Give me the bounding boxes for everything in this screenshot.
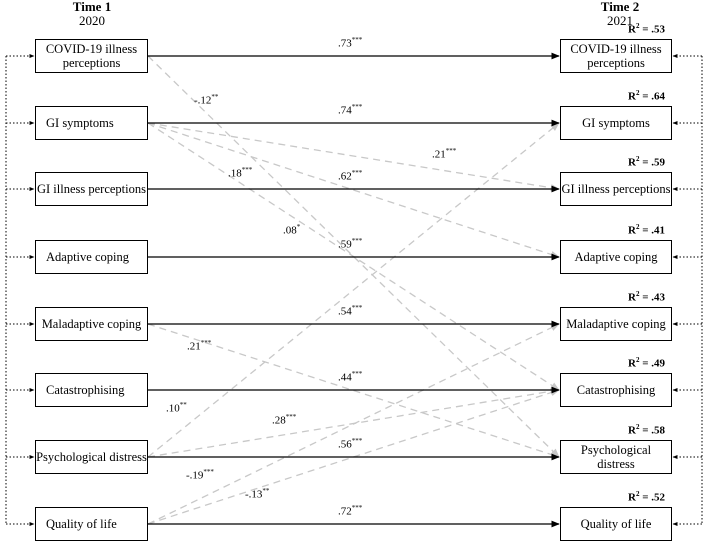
r-squared-covid-19-illness-perceptions: $R^2 = .53$ bbox=[628, 22, 665, 36]
cross-lagged-coef-7: -.19*** bbox=[186, 468, 214, 482]
cross-lagged-coef-5: .10** bbox=[166, 401, 187, 415]
cross-lagged-coef-0: -.12** bbox=[194, 93, 219, 107]
left-node-quality-of-life: Quality of life bbox=[35, 507, 148, 541]
cross-lagged-coef-8: -.13** bbox=[245, 487, 270, 501]
time2-year: 2021 bbox=[607, 13, 633, 28]
right-node-covid-19-illness-perceptions: COVID-19 illness perceptions bbox=[560, 39, 672, 73]
right-node-adaptive-coping: Adaptive coping bbox=[560, 240, 672, 274]
time1-title: Time 1 bbox=[72, 0, 112, 14]
r-squared-gi-symptoms: $R^2 = .64$ bbox=[628, 89, 665, 103]
autoregressive-coef-5: .44*** bbox=[338, 370, 363, 384]
right-node-psychological-distress: Psychological distress bbox=[560, 440, 672, 474]
r-squared-maladaptive-coping: $R^2 = .43$ bbox=[628, 290, 665, 304]
left-node-psychological-distress: Psychological distress bbox=[35, 440, 148, 474]
left-node-adaptive-coping: Adaptive coping bbox=[35, 240, 148, 274]
right-node-catastrophising: Catastrophising bbox=[560, 373, 672, 407]
r-squared-adaptive-coping: $R^2 = .41$ bbox=[628, 223, 665, 237]
cross-lagged-arrow-7 bbox=[148, 324, 559, 524]
autoregressive-coef-4: .54*** bbox=[338, 304, 363, 318]
autoregressive-coef-2: .62*** bbox=[338, 169, 363, 183]
r-squared-catastrophising: $R^2 = .49$ bbox=[628, 356, 665, 370]
left-node-covid-19-illness-perceptions: COVID-19 illness perceptions bbox=[35, 39, 148, 73]
cross-lagged-coef-4: .21*** bbox=[187, 339, 212, 353]
r-squared-quality-of-life: $R^2 = .52$ bbox=[628, 490, 665, 504]
autoregressive-coef-7: .72*** bbox=[338, 504, 363, 518]
right-node-quality-of-life: Quality of life bbox=[560, 507, 672, 541]
left-node-catastrophising: Catastrophising bbox=[35, 373, 148, 407]
right-node-gi-symptoms: GI symptoms bbox=[560, 106, 672, 140]
autoregressive-coef-0: .73*** bbox=[338, 36, 363, 50]
right-node-maladaptive-coping: Maladaptive coping bbox=[560, 307, 672, 341]
time2-title: Time 2 bbox=[600, 0, 640, 14]
r-squared-psychological-distress: $R^2 = .58$ bbox=[628, 423, 665, 437]
left-node-gi-symptoms: GI symptoms bbox=[35, 106, 148, 140]
left-node-gi-illness-perceptions: GI illness perceptions bbox=[35, 172, 148, 206]
time1-year: 2020 bbox=[79, 13, 105, 28]
cross-lagged-coef-6: .28*** bbox=[272, 413, 297, 427]
autoregressive-coef-6: .56*** bbox=[338, 437, 363, 451]
right-node-gi-illness-perceptions: GI illness perceptions bbox=[560, 172, 672, 206]
cross-lagged-coef-3: .08* bbox=[283, 223, 301, 237]
autoregressive-coef-1: .74*** bbox=[338, 103, 363, 117]
r-squared-gi-illness-perceptions: $R^2 = .59$ bbox=[628, 155, 665, 169]
cross-lagged-coef-2: .18*** bbox=[228, 166, 253, 180]
left-node-maladaptive-coping: Maladaptive coping bbox=[35, 307, 148, 341]
autoregressive-coef-3: .59*** bbox=[338, 237, 363, 251]
cross-lagged-coef-1: .21*** bbox=[432, 147, 457, 161]
